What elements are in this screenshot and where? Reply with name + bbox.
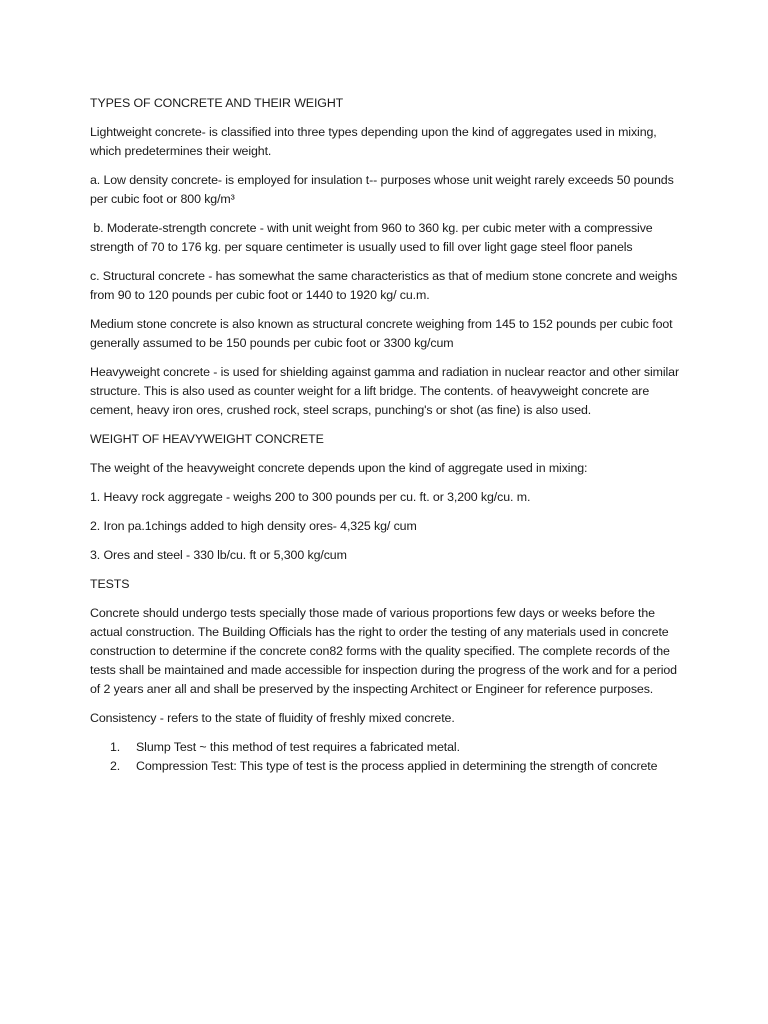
paragraph-heavy-1: 1. Heavy rock aggregate - weighs 200 to 300 pounds per cu. ft. or 3,200 kg/cu. m. — [90, 490, 531, 504]
list-item-number: 2. — [110, 759, 121, 773]
paragraph-intro: Lightweight concrete- is classified into three types depending upon the kind of aggregates used in mixing, which predetermines their weight. — [90, 125, 657, 158]
list-item-text: Slump Test ~ this method of test requires a fabricated metal. — [136, 740, 460, 754]
paragraph-heavyweight: Heavyweight concrete - is used for shielding against gamma and radiation in nuclear reactor and other similar structure. This is also used as counter weight for a lift bridge. The contents. of heavyweight concrete are cement, heavy iron ores, crushed rock, steel scraps, punching's or shot (as fine) is also used. — [90, 365, 679, 417]
paragraph-type-b: b. Moderate-strength concrete - with unit weight from 960 to 360 kg. per cubic meter with a compressive strength of 70 to 176 kg. per square centimeter is usually used to fill over light gage steel floor panels — [90, 221, 656, 254]
paragraph-heavy-2: 2. Iron pa.1chings added to high density ores- 4,325 kg/ cum — [90, 519, 417, 533]
list-item-number: 1. — [110, 740, 121, 754]
paragraph-heavy-intro: The weight of the heavyweight concrete depends upon the kind of aggregate used in mixing: — [90, 461, 588, 475]
section-heading-heavyweight: WEIGHT OF HEAVYWEIGHT CONCRETE — [90, 432, 324, 446]
paragraph-heavy-3: 3. Ores and steel - 330 lb/cu. ft or 5,300 kg/cum — [90, 548, 347, 562]
test-list — [90, 738, 680, 776]
section-heading-tests: TESTS — [90, 577, 130, 591]
paragraph-tests: Concrete should undergo tests specially those made of various proportions few days or weeks before the actual construction. The Building Officials has the right to order the testing of any materials used in concrete construction to determine if the concrete con82 forms with the quality specified. The complete records of the tests shall be maintained and made accessible for inspection during the progress of the work and for a period of 2 years aner all and shall be preserved by the inspecting Architect or Engineer for reference purposes. — [90, 606, 677, 696]
paragraph-consistency: Consistency - refers to the state of fluidity of freshly mixed concrete. — [90, 711, 455, 725]
list-item — [110, 757, 680, 776]
paragraph-type-a: a. Low density concrete- is employed for insulation t-- purposes whose unit weight rarely exceeds 50 pounds per cubic foot or 800 kg/m³ — [90, 173, 674, 206]
document-body — [90, 94, 680, 776]
paragraph-medium-stone: Medium stone concrete is also known as structural concrete weighing from 145 to 152 pounds per cubic foot generally assumed to be 150 pounds per cubic foot or 3300 kg/cum — [90, 317, 673, 350]
list-item — [110, 738, 680, 757]
page-title: TYPES OF CONCRETE AND THEIR WEIGHT — [90, 96, 344, 110]
paragraph-type-c: c. Structural concrete - has somewhat the same characteristics as that of medium stone concrete and weighs from 90 to 120 pounds per cubic foot or 1440 to 1920 kg/ cu.m. — [90, 269, 678, 302]
list-item-text: Compression Test: This type of test is the process applied in determining the strength of concrete — [136, 759, 658, 773]
